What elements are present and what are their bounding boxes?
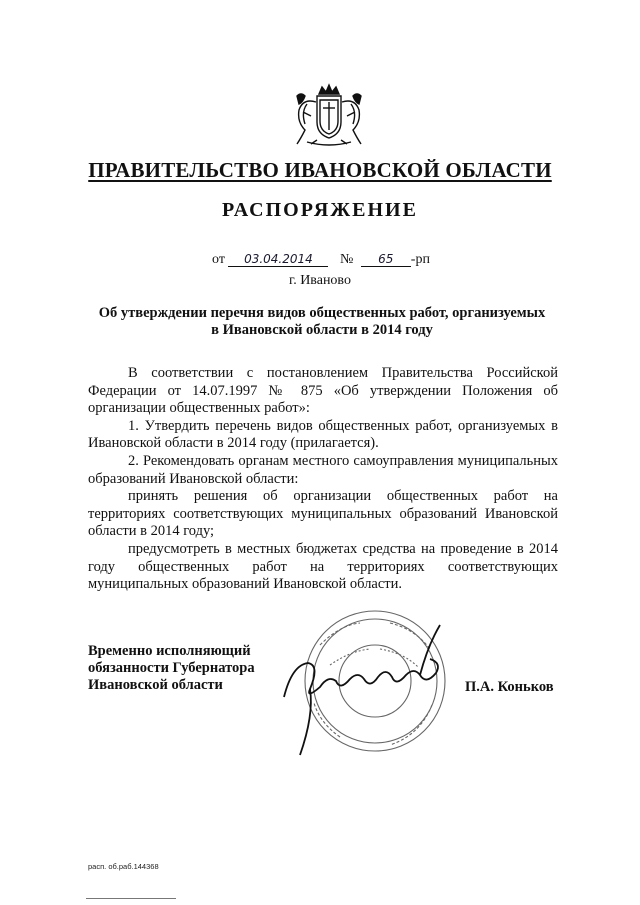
document-type: РАСПОРЯЖЕНИЕ xyxy=(222,199,418,221)
document-code: расп. об.раб.144368 xyxy=(88,862,159,871)
number-suffix: -рп xyxy=(410,252,430,267)
date-from-label: от xyxy=(212,252,225,267)
position-line-2: обязанности Губернатора xyxy=(88,660,255,676)
number-label: № xyxy=(339,252,354,267)
document-body xyxy=(88,365,558,594)
body-paragraph: предусмотреть в местных бюджетах средства на проведение в 2014 году общественных работ на территориях соответствующих муниципальных образований Ивановской области. xyxy=(88,540,558,593)
official-round-seal-icon xyxy=(280,605,450,765)
position-line-3: Ивановской области xyxy=(88,677,223,693)
body-paragraph: 1. Утвердить перечень видов общественных работ, организуемых в Ивановской области в 2014 году (прилагается). xyxy=(88,417,558,452)
body-paragraph: В соответствии с постановлением Правительства Российской Федерации от 14.07.1997 № 875 «Об утверждении Положения об организации общественных работ»: xyxy=(88,365,558,417)
handwritten-signature-icon xyxy=(284,625,440,755)
number-value: 65 xyxy=(361,252,411,267)
signatory-name: П.А. Коньков xyxy=(465,679,554,695)
position-line-1: Временно исполняющий xyxy=(88,643,251,659)
subject-line-2: в Ивановской области в 2014 году xyxy=(211,322,433,338)
body-paragraph: принять решения об организации общественных работ на территориях соответствующих муниципальных образований Ивановской области в 2014 году; xyxy=(88,488,558,540)
footer-divider xyxy=(86,898,176,899)
document-subject xyxy=(96,305,548,339)
ivanovo-coat-of-arms-icon xyxy=(289,82,369,150)
subject-line-1: Об утверждении перечня видов общественных работ, организуемых xyxy=(98,305,546,321)
date-value: 03.04.2014 xyxy=(228,252,328,267)
government-title: ПРАВИТЕЛЬСТВО ИВАНОВСКОЙ ОБЛАСТИ xyxy=(88,158,552,182)
signatory-position xyxy=(88,643,255,694)
date-number-line xyxy=(212,252,430,268)
city-line: г. Иваново xyxy=(289,273,351,288)
body-paragraph: 2. Рекомендовать органам местного самоуправления муниципальных образований Ивановской области: xyxy=(88,452,558,487)
